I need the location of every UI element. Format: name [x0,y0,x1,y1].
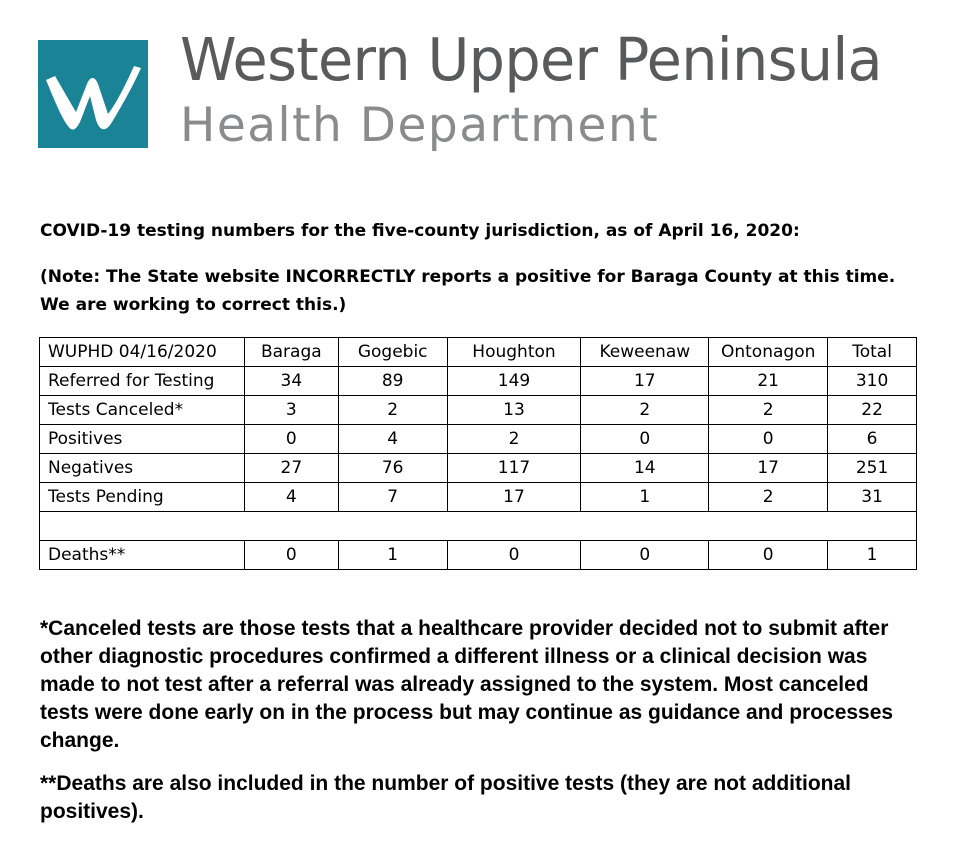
table-header-cell: Keweenaw [581,338,709,367]
intro-text: COVID-19 testing numbers for the five-county jurisdiction, as of April 16, 2020: [40,221,800,241]
table-cell: 17 [709,454,828,483]
row-label: Deaths** [40,541,245,570]
table-row [40,483,917,512]
row-label: Tests Canceled* [40,396,245,425]
row-label: Negatives [40,454,245,483]
table-cell: 17 [447,483,581,512]
note-text: (Note: The State website INCORRECTLY reports a positive for Baraga County at this time. We are working to correct this.) [40,267,896,315]
table-row [40,425,917,454]
table-cell: 117 [447,454,581,483]
table-cell: 31 [828,483,917,512]
table-header-cell: Gogebic [338,338,447,367]
table-cell: 6 [828,425,917,454]
table-cell: 4 [338,425,447,454]
org-subtitle: Health Department [180,98,660,153]
table-cell: 21 [709,367,828,396]
table-cell: 17 [581,367,709,396]
table-cell: 22 [828,396,917,425]
table-cell: 89 [338,367,447,396]
table-cell: 2 [709,483,828,512]
table-cell: 14 [581,454,709,483]
table-row [40,396,917,425]
table-cell: 2 [447,425,581,454]
table-cell: 76 [338,454,447,483]
table-cell: 310 [828,367,917,396]
table-cell: 0 [709,541,828,570]
wuphd-logo [38,40,148,148]
table-cell: 0 [581,425,709,454]
table-cell: 2 [581,396,709,425]
row-label: Referred for Testing [40,367,245,396]
table-cell: 0 [709,425,828,454]
table-row [40,541,917,570]
table-cell: 34 [244,367,338,396]
table-cell: 2 [709,396,828,425]
table-header-row [40,338,917,367]
table-header-cell: Houghton [447,338,581,367]
row-label: Tests Pending [40,483,245,512]
table-cell: 27 [244,454,338,483]
table-header-cell: Ontonagon [709,338,828,367]
w-logo-icon [38,40,148,148]
table-cell: 4 [244,483,338,512]
table-cell: 1 [828,541,917,570]
table-cell: 7 [338,483,447,512]
spacer-cell [40,512,917,541]
canceled-footnote: *Canceled tests are those tests that a healthcare provider decided not to submit after other diagnostic procedures confirmed a different illness or a clinical decision was made to not test after a referral was already assigned to the system. Most canceled tests were done early on in the process but may continue as guidance and processes change. [40,617,894,752]
table-cell: 13 [447,396,581,425]
deaths-footnote: **Deaths are also included in the number of positive tests (they are not additional positives). [40,772,851,823]
table-cell: 3 [244,396,338,425]
table-cell: 149 [447,367,581,396]
table-header-cell: WUPHD 04/16/2020 [40,338,245,367]
table-header-cell: Total [828,338,917,367]
table-spacer-row [40,512,917,541]
table-cell: 0 [447,541,581,570]
table-cell: 0 [581,541,709,570]
row-label: Positives [40,425,245,454]
table-cell: 1 [338,541,447,570]
org-name: Western Upper Peninsula [180,25,882,94]
table-cell: 1 [581,483,709,512]
table-row [40,454,917,483]
table-cell: 0 [244,541,338,570]
table-cell: 2 [338,396,447,425]
testing-table [39,337,917,570]
table-cell: 251 [828,454,917,483]
table-header-cell: Baraga [244,338,338,367]
table-row [40,367,917,396]
table-cell: 0 [244,425,338,454]
